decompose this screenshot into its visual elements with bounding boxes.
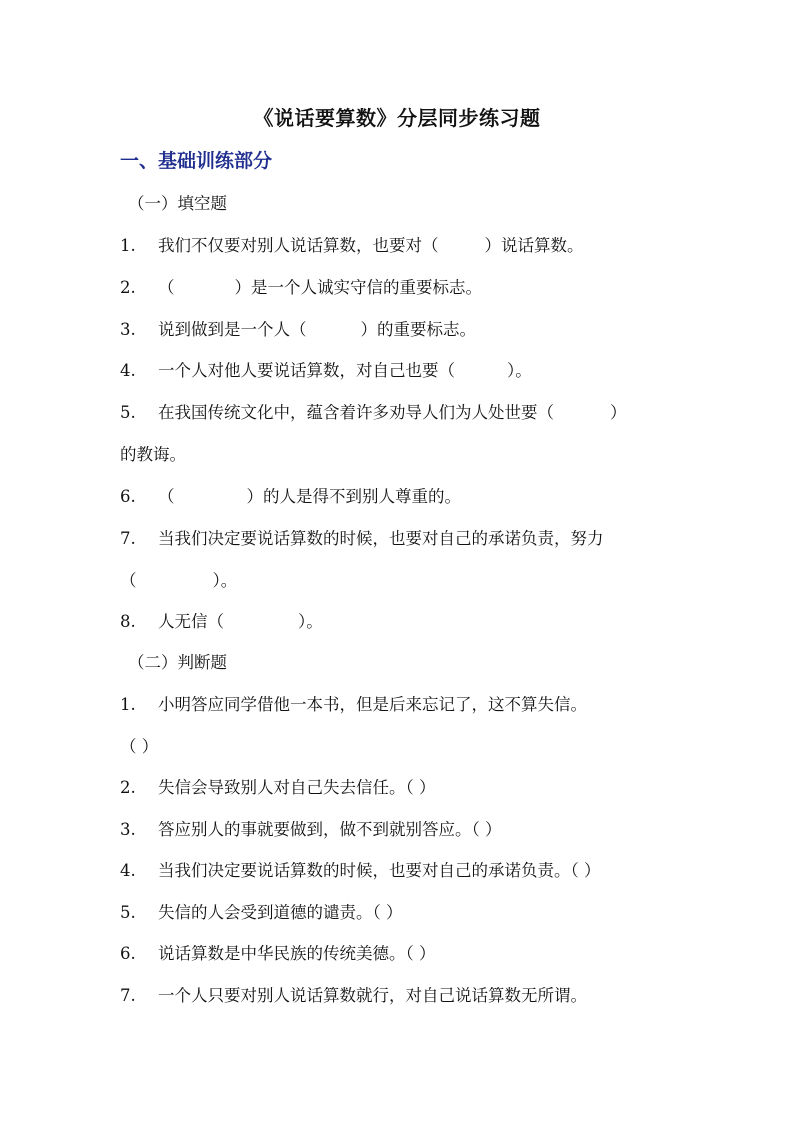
item-number: 7.	[120, 529, 136, 548]
judge-item-5: 5. 失信的人会受到道德的谴责。（ ）	[120, 903, 403, 922]
item-number: 4.	[120, 361, 136, 380]
fill-item-5: 5. 在我国传统文化中，蕴含着许多劝导人们为人处世要（ ）	[120, 403, 627, 422]
fill-item-1: 1. 我们不仅要对别人说话算数，也要对（ ）说话算数。	[120, 236, 584, 255]
fill-item-6: 6. （ ）的人是得不到别人尊重的。	[120, 487, 461, 506]
item-number: 5.	[120, 903, 136, 922]
fill-item-7: 7. 当我们决定要说话算数的时候，也要对自己的承诺负责，努力	[120, 529, 604, 548]
item-number: 1.	[120, 695, 136, 714]
judge-item-1-continued[interactable]: （ ）	[120, 737, 159, 756]
fill-item-3: 3. 说到做到是一个人（ ）的重要标志。	[120, 320, 476, 339]
fill-item-8: 8. 人无信（ ）。	[120, 612, 323, 631]
item-number: 2.	[120, 278, 136, 297]
item-number: 3.	[120, 320, 136, 339]
fill-item-4: 4. 一个人对他人要说话算数，对自己也要（ ）。	[120, 361, 532, 380]
item-number: 8.	[120, 612, 136, 631]
item-number: 7.	[120, 986, 136, 1005]
judge-item-7: 7. 一个人只要对别人说话算数就行，对自己说话算数无所谓。	[120, 986, 587, 1005]
fill-item-5-continued: 的教诲。	[120, 445, 186, 464]
judge-item-3: 3. 答应别人的事就要做到，做不到就别答应。（ ）	[120, 820, 502, 839]
item-number: 1.	[120, 236, 136, 255]
judge-section-title: （二）判断题	[128, 653, 227, 672]
item-number: 2.	[120, 778, 136, 797]
judge-item-2: 2. 失信会导致别人对自己失去信任。（ ）	[120, 778, 436, 797]
judge-item-6: 6. 说话算数是中华民族的传统美德。（ ）	[120, 944, 436, 963]
judge-item-4: 4. 当我们决定要说话算数的时候，也要对自己的承诺负责。（ ）	[120, 861, 601, 880]
item-number: 6.	[120, 487, 136, 506]
fill-section-title: （一）填空题	[128, 194, 227, 213]
fill-item-7-continued: （ ）。	[120, 571, 238, 590]
item-number: 3.	[120, 820, 136, 839]
item-number: 5.	[120, 403, 136, 422]
item-number: 4.	[120, 861, 136, 880]
fill-item-2: 2. （ ）是一个人诚实守信的重要标志。	[120, 278, 482, 297]
judge-item-1: 1. 小明答应同学借他一本书，但是后来忘记了，这不算失信。	[120, 695, 587, 714]
item-number: 6.	[120, 944, 136, 963]
page-title: 《说话要算数》分层同步练习题	[253, 106, 541, 130]
section-heading: 一、基础训练部分	[120, 150, 273, 172]
